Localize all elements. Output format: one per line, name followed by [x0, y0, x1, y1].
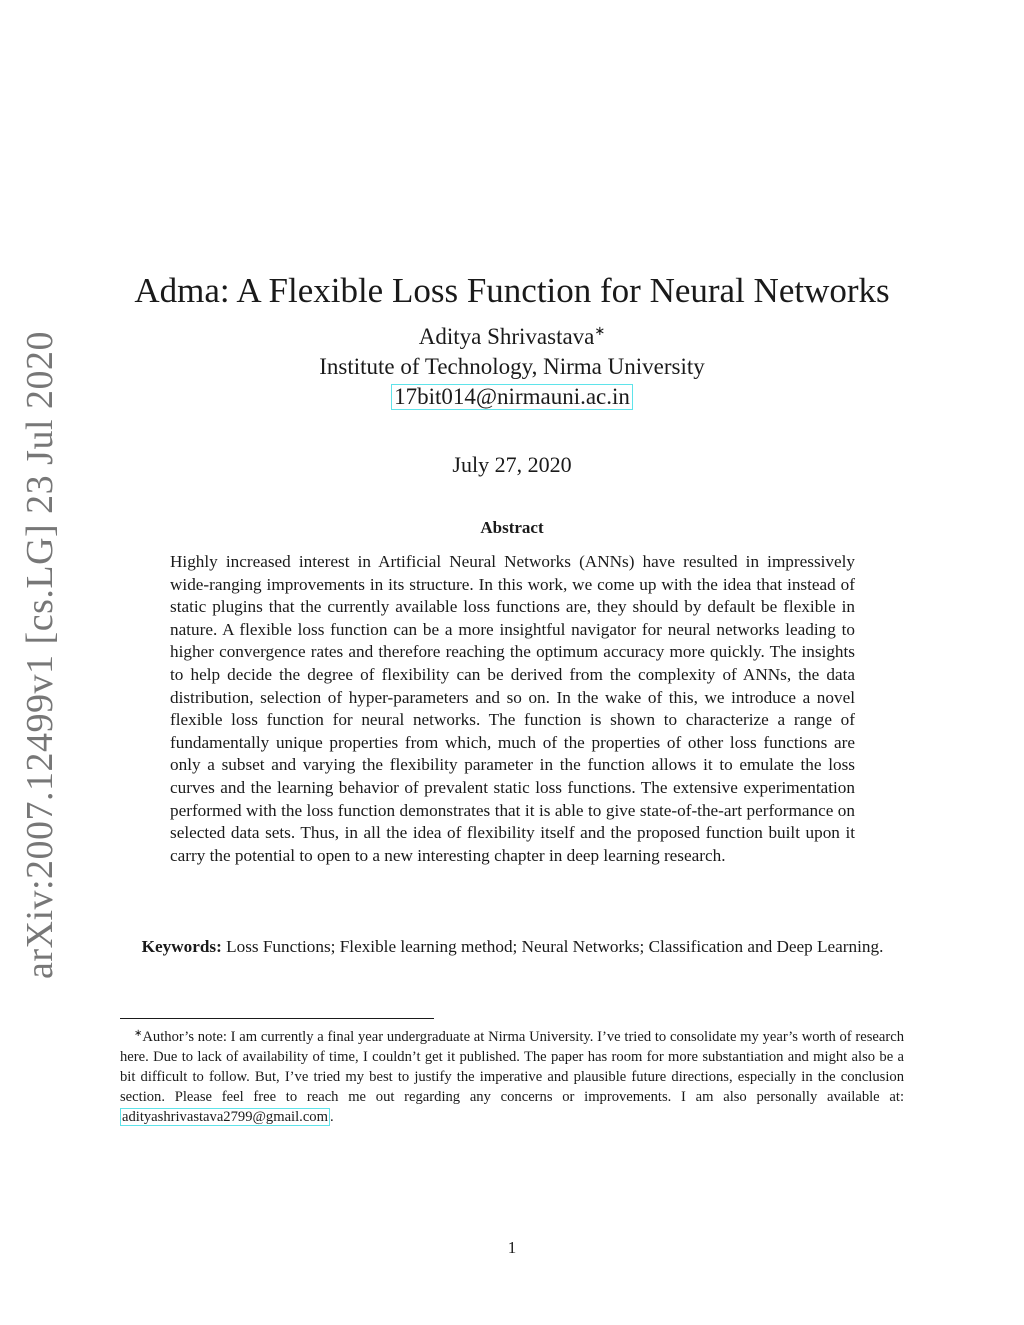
keywords-label: Keywords: — [141, 937, 222, 956]
footnote-divider — [120, 1018, 434, 1019]
footnote-email-link[interactable]: adityashrivastava2799@gmail.com — [122, 1109, 328, 1125]
abstract-heading: Abstract — [480, 518, 544, 537]
paper-title: Adma: A Flexible Loss Function for Neural Networks — [134, 271, 890, 311]
author-email-link[interactable]: 17bit014@nirmauni.ac.in — [391, 384, 633, 410]
author-footnote-mark: ∗ — [594, 323, 606, 338]
arxiv-identifier: arXiv:2007.12499v1 [cs.LG] 23 Jul 2020 — [19, 330, 62, 980]
page-number: 1 — [507, 1238, 517, 1257]
author-affiliation: Institute of Technology, Nirma University — [319, 354, 705, 379]
footnote-text: Author’s note: I am currently a final year undergraduate at Nirma University. I’ve tried to consolidate my year’s worth of research here. Due to lack of availability of time, I couldn’t get it published. The paper has room for more substantiation and might also be a bit difficult to follow. But, I’ve tried my best to justify the imperative and plausible future directions, especially in the conclusion section. Please feel free to reach me out regarding any concerns or improvements. I am also personally available at: — [120, 1029, 904, 1105]
author-name: Aditya Shrivastava — [418, 324, 595, 349]
footnote-mark: ∗ — [134, 1028, 143, 1039]
abstract-text: Highly increased interest in Artificial Neural Networks (ANNs) have resulted in impressively wide-ranging improvements in its structure. In this work, we come up with the idea that instead of static plugins that the currently available loss functions are, they should by default be flexible in nature. A flexible loss function can be a more insightful navigator for neural networks leading to higher convergence rates and therefore reaching the optimum accuracy more quickly. The insights to help decide the degree of flexibility can be derived from the complexity of ANNs, the data distribution, selection of hyper-parameters and so on. In the wake of this, we introduce a novel flexible loss function for neural networks. The function is shown to characterize a range of fundamentally unique properties from which, much of the properties of other loss functions are only a subset and varying the flexibility parameter in the function allows it to emulate the loss curves and the learning behavior of prevalent static loss functions. The extensive experimentation performed with the loss function demonstrates that it is able to give state-of-the-art performance on selected data sets. Thus, in all the idea of flexibility itself and the proposed function built upon it carry the potential to open to a new interesting chapter in deep learning research. — [170, 552, 855, 865]
keywords-text: Loss Functions; Flexible learning method; Neural Networks; Classification and Deep Learning. — [226, 937, 884, 956]
keywords-section — [120, 935, 905, 958]
author-footnote — [120, 1024, 904, 1127]
author-name-line — [0, 316, 1024, 352]
author-block — [0, 316, 1024, 412]
footnote-end: . — [329, 1109, 334, 1125]
paper-date: July 27, 2020 — [452, 452, 572, 477]
